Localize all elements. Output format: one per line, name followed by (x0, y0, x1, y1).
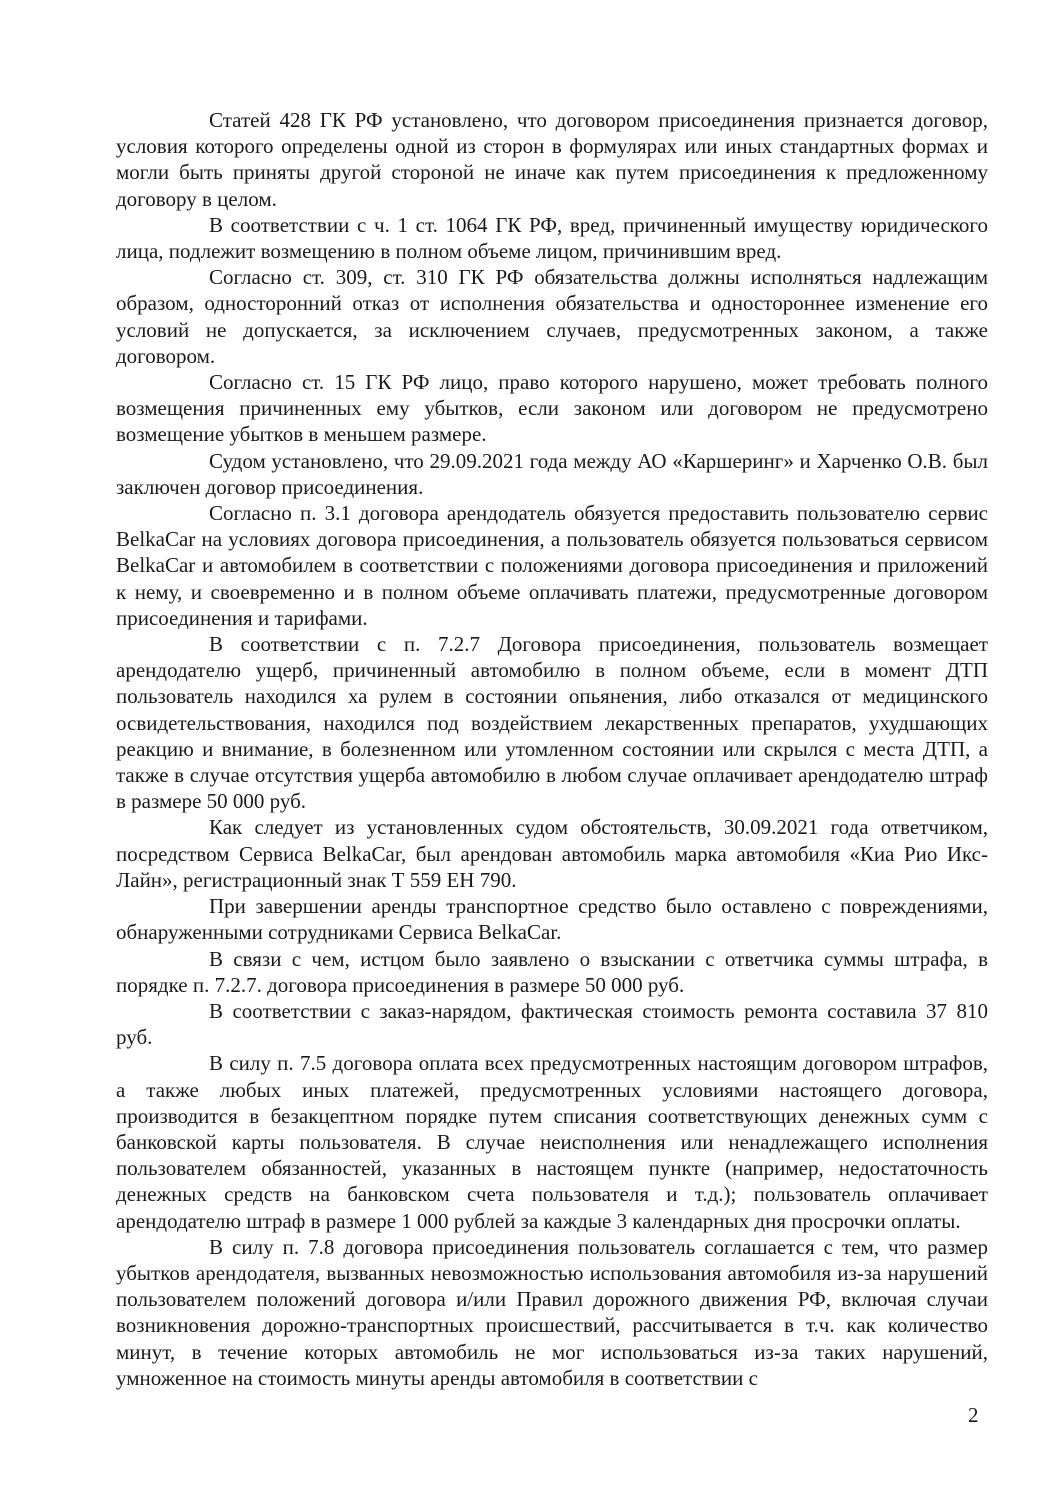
paragraph-art-309-310: Согласно ст. 309, ст. 310 ГК РФ обязательства должны исполняться надлежащим образом, односторонний отказ от исполнения обязательства и одностороннее изменение его условий не допускается, за исключением случаев, предусмотренных законом, а также договором. (116, 265, 988, 368)
paragraph-art-15: Согласно ст. 15 ГК РФ лицо, право которого нарушено, может требовать полного возмещения причиненных ему убытков, если законом или договором не предусмотрено возмещение убытков в меньшем размере. (116, 370, 988, 447)
paragraph-art-428: Статей 428 ГК РФ установлено, что договором присоединения признается договор, условия которого определены одной из сторон в формулярах или иных стандартных формах и могли быть приняты другой стороной не иначе как путем присоединения к предложенному договору в целом. (116, 108, 988, 211)
document-body (116, 107, 988, 1391)
paragraph-contract-concluded: Судом установлено, что 29.09.2021 года между АО «Каршеринг» и Харченко О.В. был заключен договор присоединения. (116, 448, 988, 499)
paragraph-repair-cost: В соответствии с заказ-нарядом, фактическая стоимость ремонта составила 37 810 руб. (116, 998, 988, 1050)
paragraph-clause-3-1: Согласно п. 3.1 договора арендодатель обязуется предоставить пользователю сервис BelkaCar на условиях договора присоединения, а пользователь обязуется пользоваться сервисом BelkaCar и автомобилем в соответствии с положениями договора присоединения и приложений к нему, и своевременно и в полном объеме оплачивать платежи, предусмотренные договором присоединения и тарифами. (116, 501, 988, 630)
paragraph-damage-found: При завершении аренды транспортное средство было оставлено с повреждениями, обнаруженными сотрудниками Сервиса BelkaCar. (116, 894, 988, 945)
paragraph-penalty-claim: В связи с чем, истцом было заявлено о взыскании с ответчика суммы штрафа, в порядке п. 7.2.7. договора присоединения в размере 50 000 руб. (116, 946, 988, 997)
paragraph-clause-7-8: В силу п. 7.8 договора присоединения пользователь соглашается с тем, что размер убытков арендодателя, вызванных невозможностью использования автомобиля из-за нарушений пользователем положений договора и/или Правил дорожного движения РФ, включая случаи возникновения дорожно-транспортных происшествий, рассчитывается в т.ч. как количество минут, в течение которых автомобиль не мог использоваться из-за таких нарушений, умноженное на стоимость минуты аренды автомобиля в соответствии с (116, 1234, 988, 1390)
paragraph-clause-7-5: В силу п. 7.5 договора оплата всех предусмотренных настоящим договором штрафов, а также любых иных платежей, предусмотренных условиями настоящего договора, производится в безакцептном порядке путем списания соответствующих денежных сумм с банковской карты пользователя. В случае неисполнения или ненадлежащего исполнения пользователем обязанностей, указанных в настоящем пункте (например, недостаточность денежных средств на банковском счета пользователя и т.д.); пользователь оплачивает арендодателю штраф в размере 1 000 рублей за каждые 3 календарных дня просрочки оплаты. (116, 1051, 988, 1233)
paragraph-art-1064: В соответствии с ч. 1 ст. 1064 ГК РФ, вред, причиненный имуществу юридического лица, подлежит возмещению в полном объеме лицом, причинившим вред. (116, 212, 988, 264)
paragraph-circumstances: Как следует из установленных судом обстоятельств, 30.09.2021 года ответчиком, посредством Сервиса BelkaCar, был арендован автомобиль марка автомобиля «Киа Рио Икс-Лайн», регистрационный знак Т 559 ЕН 790. (116, 815, 988, 892)
page-number: 2 (968, 1403, 979, 1427)
paragraph-clause-7-2-7: В соответствии с п. 7.2.7 Договора присоединения, пользователь возмещает арендодателю ущерб, причиненный автомобилю в полном объеме, если в момент ДТП пользователь находился ха рулем в состоянии опьянения, либо отказался от медицинского освидетельствования, находился под воздействием лекарственных препаратов, ухудшающих реакцию и внимание, в болезненном или утомленном состоянии или скрылся с места ДТП, а также в случае отсутствия ущерба автомобилю в любом случае оплачивает арендодателю штраф в размере 50 000 руб. (116, 632, 988, 814)
